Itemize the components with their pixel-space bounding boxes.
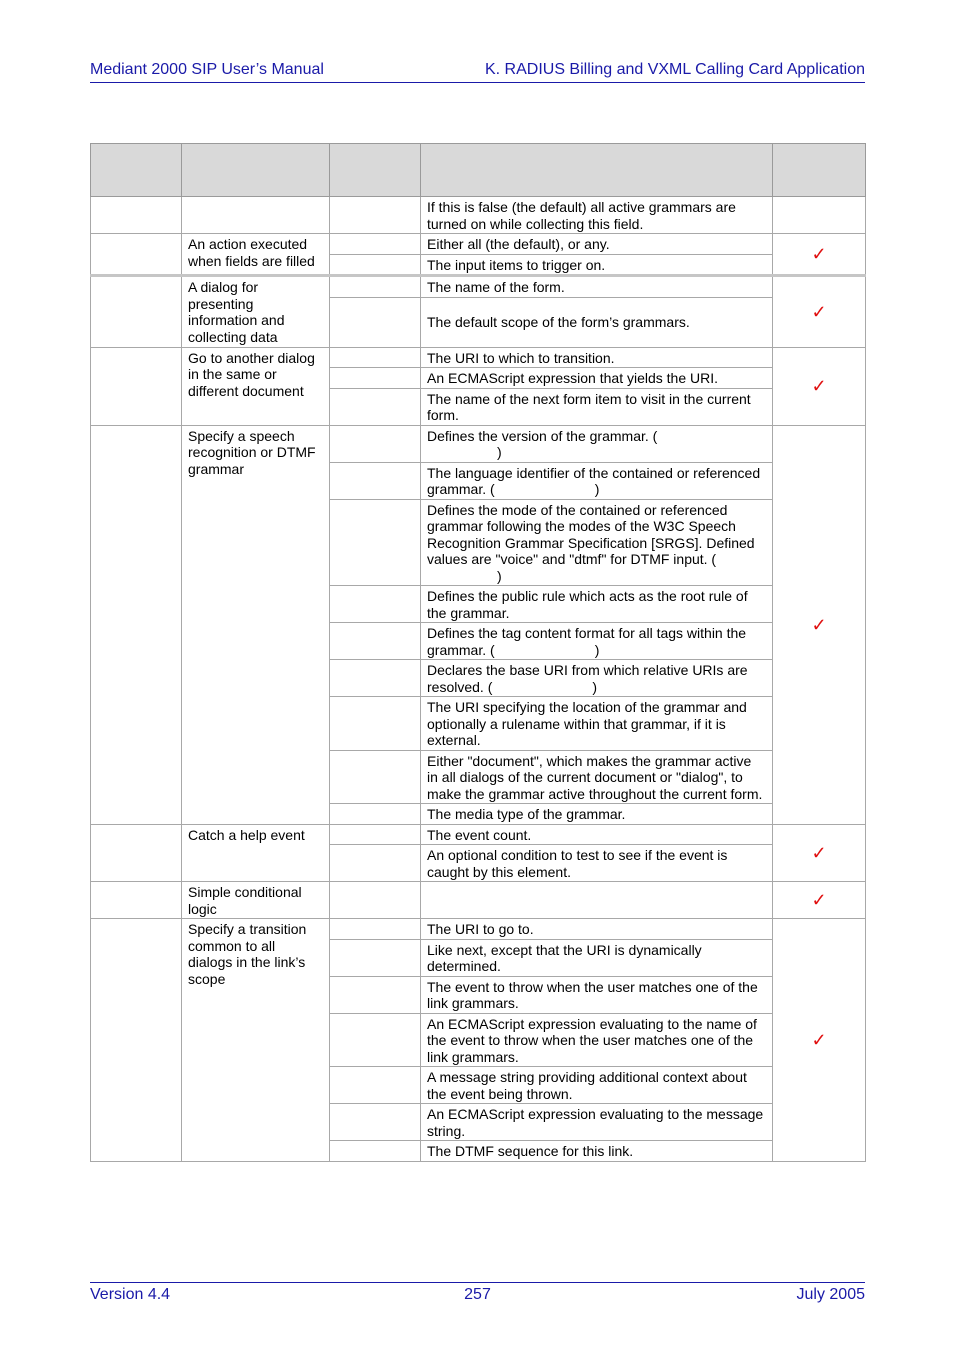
attribute-name-cell [330, 1104, 421, 1141]
header-cell [421, 144, 773, 197]
page-header [90, 60, 865, 83]
attribute-description-cell: The name of the form. [421, 276, 773, 298]
attribute-name-cell [330, 586, 421, 623]
attribute-description-cell: A message string providing additional context about the event being thrown. [421, 1067, 773, 1104]
attribute-description-cell: The name of the next form item to visit in the current form. [421, 388, 773, 425]
check-mark-icon: ✓ [773, 919, 866, 1162]
attribute-description-cell: The default scope of the form’s grammars. [421, 297, 773, 347]
manual-title: Mediant 2000 SIP User’s Manual [90, 61, 324, 78]
attribute-name-cell [330, 804, 421, 825]
attribute-name-cell [330, 1013, 421, 1067]
element-description-cell: Specify a transition common to all dialogs in the link’s scope [182, 919, 330, 1162]
element-description-cell: A dialog for presenting information and collecting data [182, 276, 330, 348]
element-description-cell: Go to another dialog in the same or different document [182, 347, 330, 425]
element-description-cell [182, 197, 330, 234]
check-mark-icon: ✓ [773, 425, 866, 824]
element-name-cell [91, 276, 182, 348]
table-row [91, 824, 866, 845]
table-row [91, 919, 866, 940]
attribute-description-cell [421, 882, 773, 919]
element-name-cell [91, 347, 182, 425]
header-cell [182, 144, 330, 197]
attribute-description-cell: The event to throw when the user matches one of the link grammars. [421, 976, 773, 1013]
check-mark-icon: ✓ [773, 347, 866, 425]
attribute-name-cell [330, 1141, 421, 1162]
attribute-description-cell: The input items to trigger on. [421, 254, 773, 276]
attribute-description-cell: An optional condition to test to see if the event is caught by this element. [421, 845, 773, 882]
attribute-name-cell [330, 1067, 421, 1104]
attribute-description-cell: The media type of the grammar. [421, 804, 773, 825]
table-row [91, 197, 866, 234]
attribute-name-cell [330, 347, 421, 368]
element-description-cell: Catch a help event [182, 824, 330, 882]
header-cell [773, 144, 866, 197]
attribute-name-cell [330, 824, 421, 845]
attribute-description-cell: The DTMF sequence for this link. [421, 1141, 773, 1162]
attribute-description-cell: An ECMAScript expression evaluating to the message string. [421, 1104, 773, 1141]
attribute-name-cell [330, 623, 421, 660]
attribute-name-cell [330, 234, 421, 255]
attribute-name-cell [330, 939, 421, 976]
page-footer [90, 1282, 865, 1307]
attribute-description-cell: Defines the mode of the contained or referenced grammar following the modes of the W3C Speech Recognition Grammar Specification [SRGS]. Defined values are "voice" and "dtmf" for DTMF input. ( ) [421, 499, 773, 586]
date-label: July 2005 [796, 1286, 865, 1303]
element-description-cell: Simple conditional logic [182, 882, 330, 919]
element-name-cell [91, 824, 182, 882]
attribute-name-cell [330, 276, 421, 298]
attribute-description-cell: An ECMAScript expression evaluating to the name of the event to throw when the user matches one of the link grammars. [421, 1013, 773, 1067]
attribute-name-cell [330, 297, 421, 347]
table-row [91, 425, 866, 462]
attribute-description-cell: Defines the public rule which acts as the root rule of the grammar. [421, 586, 773, 623]
attribute-name-cell [330, 750, 421, 804]
section-title: K. RADIUS Billing and VXML Calling Card Application [484, 61, 865, 78]
attribute-description-cell: An ECMAScript expression that yields the URI. [421, 368, 773, 389]
attribute-name-cell [330, 368, 421, 389]
attribute-description-cell: The URI to go to. [421, 919, 773, 940]
attribute-description-cell: The language identifier of the contained or referenced grammar. ( ) [421, 462, 773, 499]
table-header-row [91, 144, 866, 197]
attribute-name-cell [330, 499, 421, 586]
vxml-elements-table [90, 143, 866, 1162]
attribute-description-cell: The event count. [421, 824, 773, 845]
supported-cell [773, 197, 866, 234]
attribute-name-cell [330, 882, 421, 919]
table-row [91, 276, 866, 298]
attribute-name-cell [330, 425, 421, 462]
check-mark-icon: ✓ [773, 824, 866, 882]
table-row [91, 882, 866, 919]
version-label: Version 4.4 [90, 1286, 171, 1303]
attribute-description-cell: Either all (the default), or any. [421, 234, 773, 255]
element-name-cell [91, 919, 182, 1162]
attribute-description-cell: Defines the version of the grammar. ( ) [421, 425, 773, 462]
header-cell [330, 144, 421, 197]
attribute-description-cell: If this is false (the default) all active grammars are turned on while collecting this field. [421, 197, 773, 234]
attribute-name-cell [330, 697, 421, 751]
check-mark-icon: ✓ [773, 276, 866, 348]
attribute-description-cell: Declares the base URI from which relative URIs are resolved. ( ) [421, 660, 773, 697]
attribute-description-cell: Like next, except that the URI is dynamically determined. [421, 939, 773, 976]
attribute-name-cell [330, 976, 421, 1013]
attribute-description-cell: The URI to which to transition. [421, 347, 773, 368]
attribute-name-cell [330, 845, 421, 882]
element-name-cell [91, 234, 182, 276]
attribute-name-cell [330, 462, 421, 499]
page-number: 257 [464, 1286, 491, 1303]
attribute-description-cell: Defines the tag content format for all tags within the grammar. ( ) [421, 623, 773, 660]
attribute-name-cell [330, 254, 421, 276]
attribute-description-cell: Either "document", which makes the grammar active in all dialogs of the current document or "dialog", to make the grammar active throughout the current form. [421, 750, 773, 804]
check-mark-icon: ✓ [773, 882, 866, 919]
attribute-name-cell [330, 919, 421, 940]
element-description-cell: An action executed when fields are filled [182, 234, 330, 276]
element-name-cell [91, 197, 182, 234]
table-row [91, 347, 866, 368]
element-name-cell [91, 425, 182, 824]
attribute-description-cell: The URI specifying the location of the grammar and optionally a rulename within that grammar, if it is external. [421, 697, 773, 751]
table-row [91, 234, 866, 255]
header-cell [91, 144, 182, 197]
attribute-name-cell [330, 660, 421, 697]
attribute-name-cell [330, 388, 421, 425]
attribute-name-cell [330, 197, 421, 234]
element-name-cell [91, 882, 182, 919]
element-description-cell: Specify a speech recognition or DTMF grammar [182, 425, 330, 824]
check-mark-icon: ✓ [773, 234, 866, 276]
